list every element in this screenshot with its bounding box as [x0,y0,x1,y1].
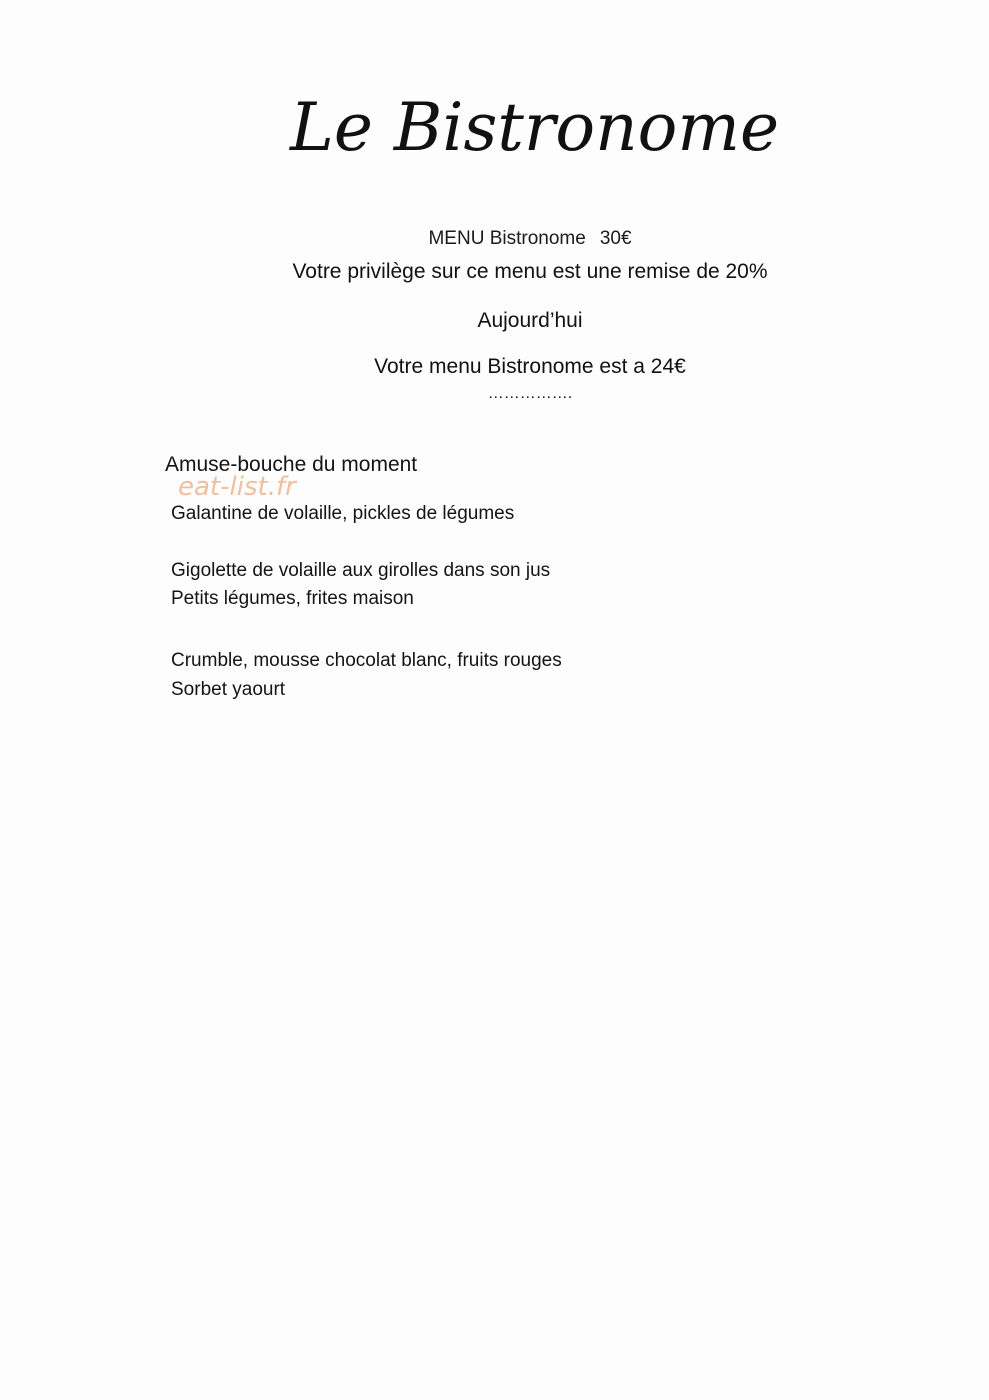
today-label: Aujourd’hui [477,309,583,332]
main-course-line2: Petits légumes, frites maison [171,588,414,609]
separator-dots: ……………. [487,385,573,402]
privilege-text: Votre privilège sur ce menu est une remise de 20% [292,260,768,283]
watermark: eat-list.fr [178,472,296,502]
dessert-line2: Sorbet yaourt [171,679,286,700]
menu-title-line [0,228,989,250]
restaurant-logo [280,78,780,178]
starter-item: Galantine de volaille, pickles de légumes [171,503,515,524]
logo-script [280,78,780,178]
menu-price-tag: 30€ [599,228,632,249]
amuse-bouche: Amuse-bouche du moment [165,453,418,476]
discounted-price-text: Votre menu Bistronome est a 24€ [374,355,686,378]
main-course-line1: Gigolette de volaille aux girolles dans son jus [171,560,551,581]
menu-title: MENU Bistronome [428,228,586,249]
dessert-line1: Crumble, mousse chocolat blanc, fruits rouges [171,650,562,671]
logo-text: Le Bistronome [290,89,780,166]
